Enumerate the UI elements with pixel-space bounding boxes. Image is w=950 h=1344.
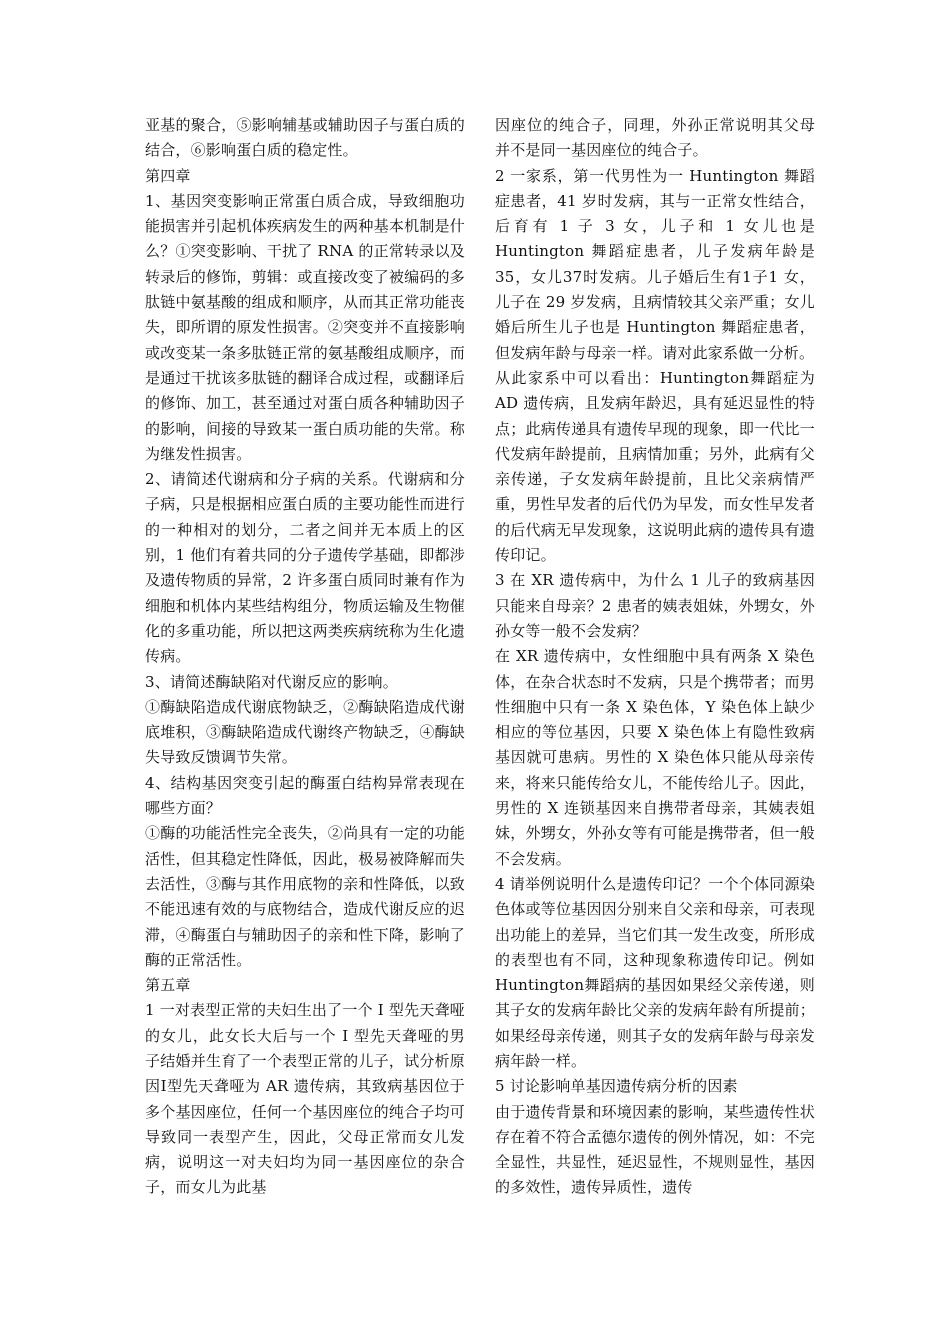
question: 4、结构基因突变引起的酶蛋白结构异常表现在哪些方面？ bbox=[145, 773, 465, 818]
answer: 在 XR 遗传病中，女性细胞中具有两条 X 染色体，在杂合状态时不发病，只是个携带者；而男性细胞中只有一条 X 染色体，Y 染色体上缺少相应的等位基因，只要 X 染色体上有隐性致病基因就可患病。男性的 X 染色体只能从母亲传来，将来只能传给女儿，不能传给儿子。因此，男性的 X 连锁基因来自携带者母亲，其姨表姐妹，外甥女，外孙女等有可能是携带者，但一般不会发病。 bbox=[495, 647, 815, 868]
chapter-heading: 第五章 bbox=[145, 976, 191, 995]
question: 2 一家系，第一代男性为一 Huntington 舞蹈症患者，41 岁时发病，其与一正常女性结合，后育有 1 子 3 女，儿子和 1 女儿也是 Huntington 舞蹈症患者，儿子发病年龄是35，女儿37时发病。儿子婚后生有1子1 女，儿子在 29 岁发病，且病情较其父亲严重；女儿婚后所生儿子也是 Huntington 舞蹈症患者，但发病年龄与母亲一样。请对此家系做一分析。 bbox=[495, 166, 815, 362]
question: 3、请简述酶缺陷对代谢反应的影响。 bbox=[145, 672, 398, 691]
answer: ①酶缺陷造成代谢底物缺乏，②酶缺陷造成代谢底堆积，③酶缺陷造成代谢终产物缺乏，④酶缺失导致反馈调节失常。 bbox=[145, 697, 465, 767]
paragraph: 1 一对表型正常的夫妇生出了一个 I 型先天聋哑的女儿，此女长大后与一个 I 型先天聋哑的男子结婚并生育了一个表型正常的儿子，试分析原因I型先天聋哑为 AR 遗传病，其致病基因位于多个基因座位，任何一个基因座位的纯合子均可导致同一表型产生，因此，父母正常而女儿发病，说明这一对夫妇均为同一基因座位的杂合子，而女儿为此基 bbox=[145, 1001, 465, 1197]
right-column bbox=[495, 113, 815, 1201]
question: 5 讨论影响单基因遗传病分析的因素 bbox=[495, 1077, 738, 1096]
paragraph: 4 请举例说明什么是遗传印记？一个个体同源染色体或等位基因因分别来自父亲和母亲，可表现出功能上的差异，当它们其一发生改变，所形成的表型也有不同，这种现象称遗传印记。例如Huntington舞蹈病的基因如果经父亲传递，则其子女的发病年龄比父亲的发病年龄有所提前；如果经母亲传递，则其子女的发病年龄与母亲发病年龄一样。 bbox=[495, 874, 815, 1070]
answer: 从此家系中可以看出：Huntington舞蹈症为 AD 遗传病，且发病年龄迟，具有延迟显性的特点；此病传递具有遗传早现的现象，即一代比一代发病年龄提前，且病情加重；另外，此病有父亲传递，子女发病年龄提前，且比父亲病情严重，男性早发者的后代仍为早发，而女性早发者的后代病无早发现象，这说明此病的遗传具有遗传印记。 bbox=[495, 368, 815, 565]
chapter-heading: 第四章 bbox=[145, 166, 191, 185]
paragraph: 1、基因突变影响正常蛋白质合成，导致细胞功能损害并引起机体疾病发生的两种基本机制是什么？①突变影响、干扰了 RNA 的正常转录以及转录后的修饰，剪辑：或直接改变了被编码的多肽链中氨基酸的组成和顺序，从而其正常功能丧失，即所谓的原发性损害。②突变并不直接影响或改变某一条多肽链正常的氨基酸组成顺序，而是通过干扰该多肽链的翻译合成过程，或翻译后的修饰、加工，甚至通过对蛋白质各种辅助因子的影响，间接的导致某一蛋白质功能的失常。称为继发性损害。 bbox=[145, 191, 465, 463]
left-column bbox=[145, 113, 465, 1201]
answer: ①酶的功能活性完全丧失，②尚具有一定的功能活性，但其稳定性降低，因此，极易被降解而失去活性，③酶与其作用底物的亲和性降低，以致不能迅速有效的与底物结合，造成代谢反应的迟滞，④酶蛋白与辅助因子的亲和性下降，影响了酶的正常活性。 bbox=[145, 824, 465, 969]
paragraph: 因座位的纯合子，同理，外孙正常说明其父母 并不是同一基因座位的纯合子。 bbox=[495, 116, 815, 160]
answer: 由于遗传背景和环境因素的影响，某些遗传性状存在着不符合孟德尔遗传的例外情况，如：不完全显性，共显性，延迟显性，不规则显性，基因的多效性，遗传异质性，遗传 bbox=[495, 1102, 815, 1197]
paragraph: 2、请简述代谢病和分子病的关系。代谢病和分子病，只是根据相应蛋白质的主要功能性而进行的一种相对的划分，二者之间并无本质上的区别，1 他们有着共同的分子遗传学基础，即都涉及遗传物质的异常，2 许多蛋白质同时兼有作为细胞和机体内某些结构组分，物质运输及生物催化的多重功能，所以把这两类疾病统称为生化遗传病。 bbox=[145, 470, 465, 666]
paragraph: 亚基的聚合，⑤影响辅基或辅助因子与蛋白质的结合，⑥影响蛋白质的稳定性。 bbox=[145, 116, 465, 160]
question: 3 在 XR 遗传病中，为什么 1 儿子的致病基因只能来自母亲？2 患者的姨表姐妹，外甥女，外孙女等一般不会发病？ bbox=[495, 571, 815, 640]
